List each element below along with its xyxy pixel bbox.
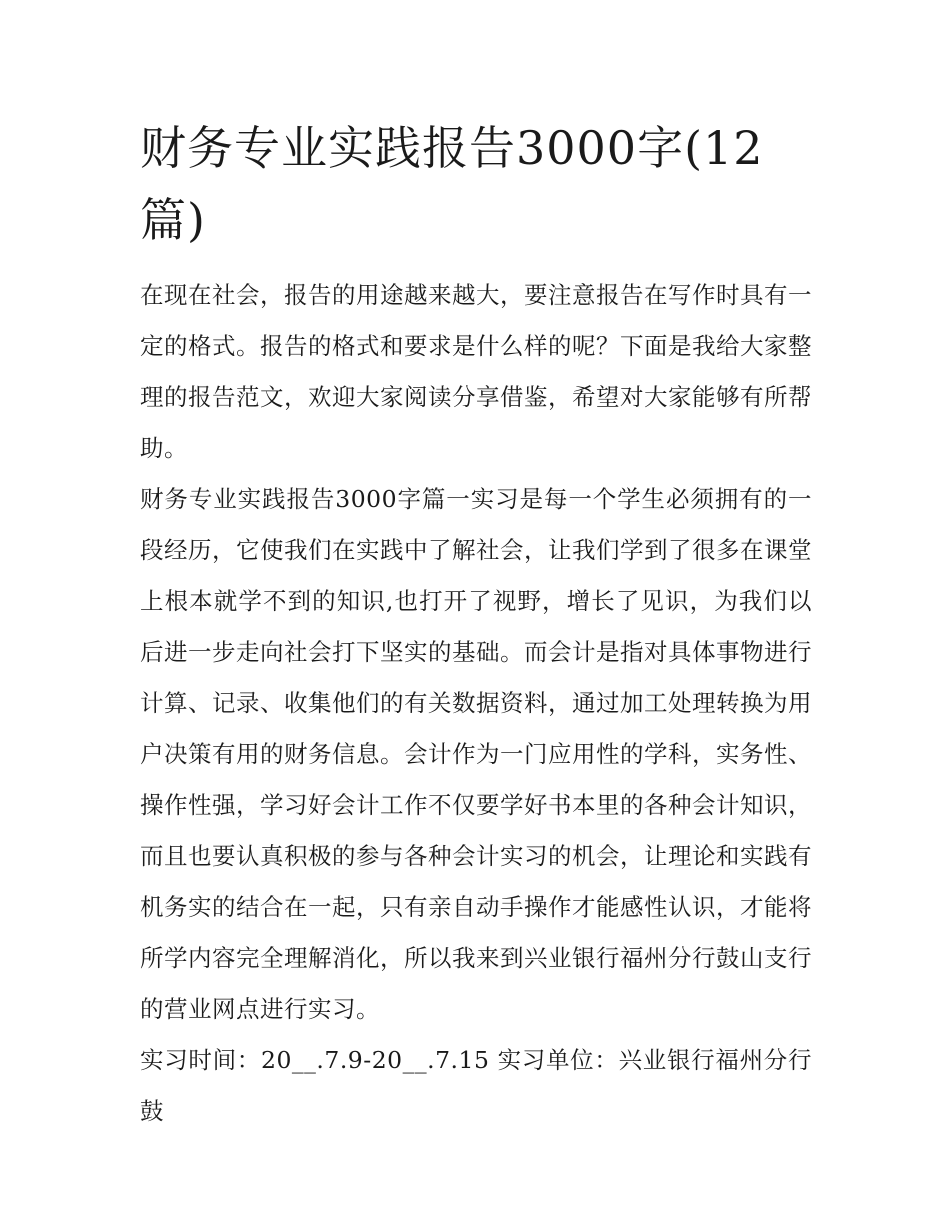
document-title: 财务专业实践报告3000字(12篇) [140,121,764,247]
document-body [140,112,812,1137]
intro-paragraph: 在现在社会，报告的用途越来越大，要注意报告在写作时具有一定的格式。报告的格式和要求是什么样的呢？下面是我给大家整理的报告范文，欢迎大家阅读分享借鉴，希望对大家能够有所帮助。 [140,281,812,462]
report-section-one-paragraph: 财务专业实践报告3000字篇一实习是每一个学生必须拥有的一段经历，它使我们在实践中了解社会，让我们学到了很多在课堂上根本就学不到的知识,也打开了视野，增长了见识，为我们以后进一步走向社会打下坚实的基础。而会计是指对具体事物进行计算、记录、收集他们的有关数据资料，通过加工处理转换为用户决策有用的财务信息。会计作为一门应用性的学科，实务性、操作性强，学习好会计工作不仅要学好书本里的各种会计知识，而且也要认真积极的参与各种会计实习的机会，让理论和实践有机务实的结合在一起，只有亲自动手操作才能感性认识，才能将所学内容完全理解消化，所以我来到兴业银行福州分行鼓山支行的营业网点进行实习。 [140,485,812,1023]
internship-info-paragraph: 实习时间：20__.7.9-20__.7.15 实习单位：兴业银行福州分行鼓 [140,1046,812,1125]
